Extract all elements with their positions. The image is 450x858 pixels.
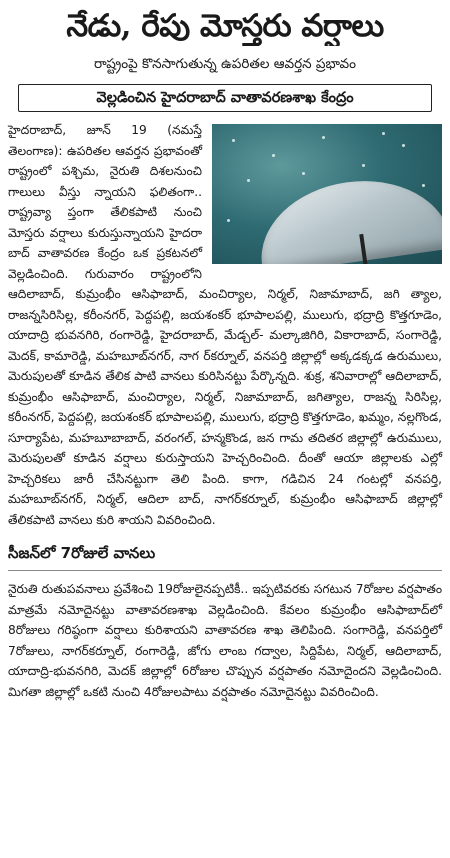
section-divider [8, 570, 442, 571]
section-paragraph: నైరుతి రుతుపవనాలు ప్రవేశించి 19రోజులైనప్పటికీ.. ఇప్పటివరకు సగటున 7రోజుల వర్షపాతం మాత్రమే నమోదైనట్టు వాతావరణశాఖ వెల్లడించింది. కేవలం కుమ్రంభీం ఆసిఫాబాద్‌లో 8రోజులు గరిష్ఠంగా వర్షాలు కురిశాయని వాతావరణ శాఖ తెలిపింది. సంగారెడ్డి, వనపర్తిలో 7రోజులు, నాగర్‌కర్నూల్, రంగారెడ్డి, జోగు లాంబ గద్వాల, సిద్దిపేట, నిర్మల్, ఆదిలాబాద్, యాదాద్రి-భువనగిరి, మెదక్ జిల్లాల్లో 6రోజుల చొప్పున వర్షపాతం నమోదైందని వెల్లడించింది. మిగతా జిల్లాల్లో ఒకటి నుంచి 4రోజులపాటు వర్షపాతం నమోదైనట్టు వివరించింది. [8, 582, 442, 699]
dateline: హైదరాబాద్, జూన్ 19 (నమస్తే తెలంగాణ): [8, 123, 202, 158]
section-heading: సీజన్‌లో 7రోజులే వానలు [8, 544, 156, 562]
article-body [8, 120, 442, 530]
article-paragraph: ఉపరితల ఆవర్తన ప్రభావంతో రాష్ట్రంలో పశ్చిమ, నైరుతి దిశలనుంచి గాలులు వీస్తు న్నాయని ఫలితంగా.. రాష్ట్రవ్యా ప్తంగా తేలికపాటి నుంచి మోస్తరు వర్షాలు కురుస్తున్నాయని హైదరా బాద్ వాతావరణ కేంద్రం ఒక ప్రకటనలో వెల్లడించింది. గురువారం రాష్ట్రంలోని ఆదిలాబాద్, కుమ్రంభీం ఆసిఫాబాద్, మంచిర్యాల, నిర్మల్, నిజామాబాద్, జగి త్యాల, రాజన్నసిరిసిల్ల, కరీంనగర్, పెద్దపల్లి, జయశంకర్ భూపాలపల్లి, ములుగు, భద్రాద్రి కొత్తగూడెం, యాదాద్రి భువనగిరి, రంగారెడ్డి, హైదరాబాద్, మేడ్చల్- మల్కాజిగిరి, వికారాబాద్, సంగారెడ్డి, మెదక్, కామారెడ్డి, మహబూబ్‌నగర్, నాగ ర్‌కర్నూల్, వనపర్తి జిల్లాల్లో అక్కడక్కడ ఉరుములు, మెరుపులతో కూడిన తేలిక పాటి వానలు కురిసినట్టు పేర్కొన్నది. శుక్ర, శనివారాల్లో ఆదిలాబాద్, కుమ్రంభీం ఆసిఫాబాద్, మంచిర్యాల, నిర్మల్, నిజామాబాద్, జగిత్యాల, రాజన్న సిరిసిల్ల, కరీంనగర్, పెద్దపల్లి, జయశంకర్ భూపాలపల్లి, ములుగు, భద్రాద్రి కొత్తగూడెం, ఖమ్మం, నల్లగొండ, సూర్యాపేట, మహబూబాబాద్, వరంగల్, హన్మకొండ, జన గామ తదితర జిల్లాల్లో ఉరుములు, మెరుపులతో కూడిన వర్షాలు కురుస్తాయని హెచ్చరించింది. దీంతో ఆయా జిల్లాలకు ఎల్లో హెచ్చరికలు జారీ చేసినట్టుగా తెలి పింది. కాగా, గడిచిన 24 గంటల్లో వనపర్తి, మహబూబ్‌నగర్, నిర్మల్, ఆదిలా బాద్, నాగర్‌కర్నూల్, కుమ్రంభీం ఆసిఫాబాద్ జిల్లాల్లో తేలికపాటి వానలు కురి శాయని వివరించింది. [8, 143, 442, 527]
boxed-subheadline: వెల్లడించిన హైదరాబాద్ వాతావరణశాఖ కేంద్రం [18, 84, 432, 112]
umbrella-icon [252, 169, 442, 264]
headline: నేడు, రేపు మోస్తరు వర్షాలు [66, 8, 384, 44]
news-clipping [0, 6, 450, 858]
subheadline: రాష్ట్రంపై కొనసాగుతున్న ఉపరితల ఆవర్తన ప్రభావం [93, 56, 356, 72]
rain-umbrella-photo [212, 124, 442, 264]
